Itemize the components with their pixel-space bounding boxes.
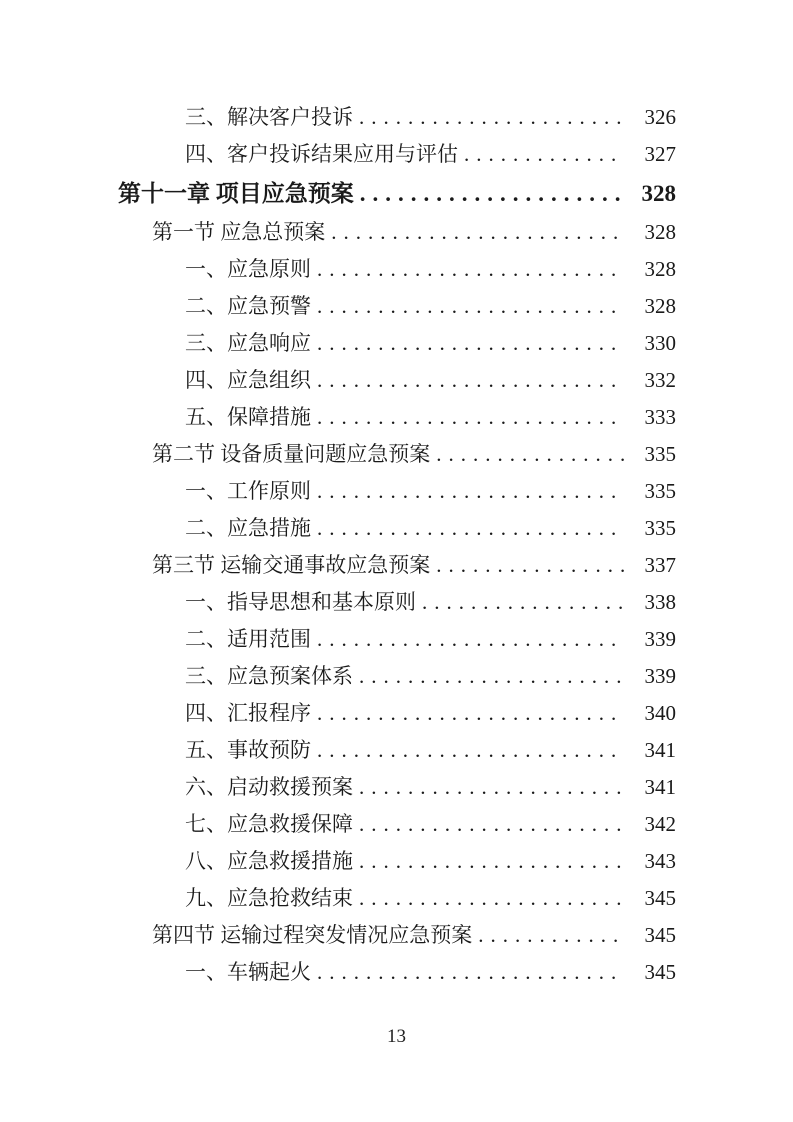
toc-entry: [118, 99, 676, 136]
toc-dot-leader: [359, 880, 624, 917]
toc-entry-label: 四、应急组织: [185, 368, 311, 392]
toc-entry: [118, 399, 676, 436]
toc-dot-leader: [436, 547, 624, 584]
toc-dot-leader: [317, 251, 624, 288]
toc-entry-page: 340: [644, 701, 676, 725]
footer-page-number: 13: [387, 1026, 406, 1047]
toc-dot-leader: [317, 695, 624, 732]
toc-dot-leader: [317, 621, 624, 658]
toc-dot-leader: [464, 136, 624, 173]
toc-entry: [118, 214, 676, 251]
toc-entry-page: 332: [644, 368, 676, 392]
toc-entry: [118, 954, 676, 991]
toc-dot-leader: [360, 173, 624, 214]
toc-entry-page: 333: [644, 405, 676, 429]
toc-entry-page: 328: [644, 220, 676, 244]
toc-entry: [118, 658, 676, 695]
toc-entry-page: 326: [644, 105, 676, 129]
toc-entry: [118, 510, 676, 547]
toc-entry-page: 345: [644, 960, 676, 984]
toc-entry-label: 二、适用范围: [185, 627, 311, 651]
toc-entry-label: 二、应急措施: [185, 516, 311, 540]
toc-entry: [118, 473, 676, 510]
toc-dot-leader: [317, 473, 624, 510]
toc-entry: [118, 251, 676, 288]
toc-entry: [118, 732, 676, 769]
toc-entry-page: 328: [641, 181, 676, 206]
toc-dot-leader: [359, 806, 624, 843]
toc-entry: [118, 362, 676, 399]
toc-entry-label: 三、应急响应: [185, 331, 311, 355]
toc-dot-leader: [478, 917, 624, 954]
toc-entry-page: 343: [644, 849, 676, 873]
toc-entry-label: 第二节 设备质量问题应急预案: [152, 442, 431, 466]
toc-entry: [118, 621, 676, 658]
toc-entry-label: 五、事故预防: [185, 738, 311, 762]
toc-dot-leader: [317, 288, 624, 325]
toc-entry-label: 第十一章 项目应急预案: [118, 181, 354, 206]
toc-entry-page: 341: [644, 738, 676, 762]
toc-entry-page: 337: [644, 553, 676, 577]
toc-dot-leader: [317, 732, 624, 769]
toc-dot-leader: [359, 769, 624, 806]
toc-entry-page: 342: [644, 812, 676, 836]
toc-entry-page: 341: [644, 775, 676, 799]
page-footer: [0, 1026, 793, 1048]
toc-entry-label: 三、解决客户投诉: [185, 105, 353, 129]
toc-entry-label: 七、应急救援保障: [185, 812, 353, 836]
toc-dot-leader: [436, 436, 624, 473]
toc-entry-page: 339: [644, 627, 676, 651]
toc-entry: [118, 880, 676, 917]
toc-entry-label: 五、保障措施: [185, 405, 311, 429]
toc-entry-page: 345: [644, 886, 676, 910]
toc-entry-label: 第三节 运输交通事故应急预案: [152, 553, 431, 577]
toc-entry-label: 六、启动救援预案: [185, 775, 353, 799]
toc-entry-page: 335: [644, 516, 676, 540]
toc-dot-leader: [359, 99, 624, 136]
toc-entry: [118, 695, 676, 732]
toc-dot-leader: [359, 843, 624, 880]
toc-entry-page: 335: [644, 442, 676, 466]
toc-dot-leader: [317, 362, 624, 399]
toc-entry-label: 一、车辆起火: [185, 960, 311, 984]
toc-entry-label: 一、应急原则: [185, 257, 311, 281]
toc-entry-label: 八、应急救援措施: [185, 849, 353, 873]
toc-entry-page: 338: [644, 590, 676, 614]
toc-dot-leader: [317, 325, 624, 362]
toc-entry-label: 四、汇报程序: [185, 701, 311, 725]
toc-dot-leader: [422, 584, 624, 621]
toc-entry: [118, 288, 676, 325]
toc-entry: [118, 136, 676, 173]
toc-entry-label: 九、应急抢救结束: [185, 886, 353, 910]
toc-entry: [118, 547, 676, 584]
toc-entry-label: 第四节 运输过程突发情况应急预案: [152, 923, 473, 947]
toc-entry: [118, 806, 676, 843]
toc-list: [118, 99, 676, 991]
toc-entry: [118, 325, 676, 362]
toc-entry: [118, 843, 676, 880]
toc-dot-leader: [359, 658, 624, 695]
toc-dot-leader: [317, 954, 624, 991]
toc-entry-page: 328: [644, 257, 676, 281]
toc-entry-label: 第一节 应急总预案: [152, 220, 326, 244]
toc-entry: [118, 769, 676, 806]
toc-dot-leader: [317, 399, 624, 436]
toc-entry: [118, 584, 676, 621]
toc-entry-page: 327: [644, 142, 676, 166]
toc-entry-label: 一、指导思想和基本原则: [185, 590, 416, 614]
toc-entry: [118, 173, 676, 214]
toc-entry-label: 一、工作原则: [185, 479, 311, 503]
toc-entry-page: 328: [644, 294, 676, 318]
toc-entry-page: 335: [644, 479, 676, 503]
toc-entry-page: 339: [644, 664, 676, 688]
toc-entry-page: 345: [644, 923, 676, 947]
toc-entry-label: 二、应急预警: [185, 294, 311, 318]
toc-dot-leader: [317, 510, 624, 547]
toc-entry-label: 三、应急预案体系: [185, 664, 353, 688]
toc-entry-label: 四、客户投诉结果应用与评估: [185, 142, 458, 166]
toc-entry: [118, 917, 676, 954]
toc-entry-page: 330: [644, 331, 676, 355]
toc-dot-leader: [331, 214, 624, 251]
toc-entry: [118, 436, 676, 473]
